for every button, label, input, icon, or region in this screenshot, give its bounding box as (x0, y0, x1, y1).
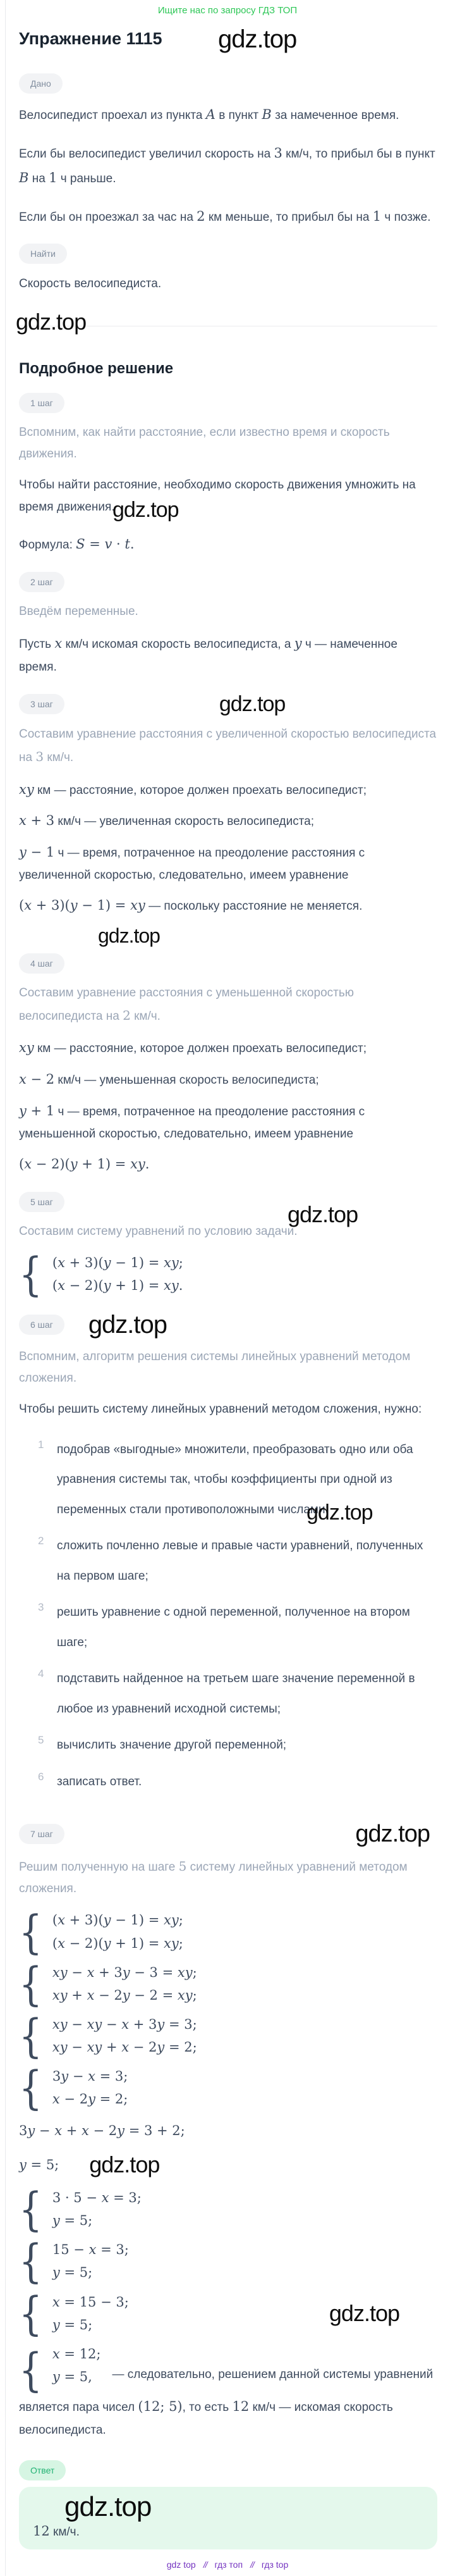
list-item-number: 1 (38, 1438, 44, 1451)
text-seg: в пункт (215, 109, 262, 122)
system-equations (52, 2186, 142, 2232)
system-equations (52, 2013, 197, 2059)
math-seg: (12; 5) (138, 2399, 183, 2415)
equation-system (19, 1957, 437, 2011)
find-badge-row (19, 244, 437, 264)
text-seg: км меньше, то прибыл бы на (205, 210, 373, 224)
step-3-badge: 3 шаг (19, 694, 64, 714)
answer-box (19, 2487, 437, 2549)
math-seg: y + 1 (19, 1103, 55, 1118)
list-item-text: записать ответ. (57, 1774, 142, 1788)
given-badge-row (19, 73, 437, 94)
equation-system (19, 2009, 437, 2063)
footer-separator: // (203, 2560, 207, 2570)
step-2-hint: Введём переменные. (19, 605, 138, 619)
text-seg: Формула: (19, 538, 76, 552)
math-seg: y − 1 (19, 845, 55, 860)
answer-value (33, 2523, 425, 2539)
text-seg: за намеченное время. (271, 109, 399, 122)
system-equation: xy − x + 3y − 3 = xy; (52, 1964, 197, 1980)
system-brace: { (19, 2234, 42, 2288)
step-5-badge: 5 шаг (19, 1192, 64, 1212)
answer-badge: Ответ (19, 2460, 66, 2480)
text-seg: км — расстояние, которое должен проехать велосипедист; (33, 783, 367, 797)
math-line (19, 1068, 437, 1092)
step-7-section (19, 1822, 437, 2441)
step-2-section (19, 572, 437, 678)
text-seg: Решим полученную на шаге (19, 1861, 179, 1874)
math-seg: 1 (49, 170, 58, 185)
equation-system (19, 2234, 437, 2288)
equation-system (19, 1247, 437, 1301)
gdz-watermark: gdz.top (219, 692, 286, 717)
system-brace: { (19, 2009, 42, 2063)
math-seg: y (294, 636, 302, 652)
given-section (19, 73, 437, 228)
gdz-watermark: gdz.top (89, 2152, 160, 2178)
text-seg: км/ч — увеличенная скорость велосипедиста; (54, 815, 315, 829)
watermark-row (19, 926, 437, 946)
text-seg: Составим уравнение расстояния с увеличенной скоростью велосипедиста на (19, 728, 437, 765)
gdz-watermark: gdz.top (288, 1201, 358, 1227)
math-seg: 3 (274, 145, 282, 161)
math-seg: 5 (178, 1859, 187, 1874)
text-seg: км/ч — уменьшенная скорость велосипедиста; (54, 1074, 319, 1087)
algorithm-list (19, 1435, 437, 1797)
equation-system (19, 1905, 437, 1959)
problem-text-2 (19, 141, 437, 190)
step-4-badge-row (19, 953, 437, 974)
list-item-number: 6 (38, 1770, 44, 1783)
list-item-text: подобрав «выгодные» множители, преобразовать одно или оба уравнения системы так, чтобы коэффициенты при одной из переменных стали противоположными числами; (57, 1442, 413, 1516)
math-seg: 3y − x + x − 2y = 3 + 2; (19, 2123, 185, 2139)
step-2-text (19, 631, 437, 678)
numbered-list-item (38, 1664, 437, 1724)
step-1-badge: 1 шаг (19, 393, 64, 413)
system-equation: y = 5; (52, 2265, 93, 2281)
footer-link[interactable]: gdz top (166, 2560, 196, 2570)
system-equations (52, 2238, 129, 2284)
step-1-hint: Вспомним, как найти расстояние, если известно время и скорость движения. (19, 425, 390, 461)
math-seg: x + 3 (19, 813, 55, 829)
step-4-section (19, 953, 437, 1177)
system-equation: (x − 2)(y + 1) = xy. (52, 1277, 183, 1293)
text-seg: ч позже. (381, 210, 431, 224)
list-item-number: 2 (38, 1535, 44, 1547)
math-seg: (x + 3)(y − 1) = xy (19, 898, 145, 913)
system-equations (52, 2291, 129, 2336)
text-seg: на (28, 171, 49, 185)
list-item-text: вычислить значение другой переменной; (57, 1738, 287, 1752)
text-seg: км/ч. (44, 751, 74, 765)
text-seg: Составим уравнение расстояния с уменьшенной скоростью велосипедиста на (19, 986, 354, 1024)
text-seg: , то есть (182, 2401, 233, 2415)
list-item-text: сложить почленно левые и правые части уравнений, полученных на первом шаге; (57, 1539, 423, 1583)
text-seg: является пара чисел (19, 2401, 138, 2415)
system-equations (52, 1251, 183, 1297)
step-3-hint (19, 724, 437, 769)
math-seg: B (262, 107, 272, 122)
math-line (19, 809, 437, 833)
list-item-text: решить уравнение с одной переменной, полученное на втором шаге; (57, 1606, 410, 1649)
numbered-list-item (38, 1767, 437, 1797)
answer-badge-row (19, 2460, 437, 2480)
math-seg: x − 2 (19, 1072, 55, 1087)
gdz-watermark: gdz.top (16, 308, 87, 335)
step-7-badge-row (19, 1822, 437, 1846)
math-line (19, 1036, 437, 1060)
step-5-badge-row (19, 1192, 437, 1212)
step-1-section (19, 393, 437, 557)
top-bar (0, 0, 455, 16)
gdz-watermark: gdz.top (98, 924, 160, 947)
gdz-watermark: gdz.top (329, 2300, 399, 2326)
text-seg: ч — время, потраченное на преодоление расстояния с уменьшенной скоростью, следовательно, имеем уравнение (19, 1105, 365, 1141)
system-equations (52, 1961, 197, 2007)
system-equation: xy − xy − x + 3y = 3; (52, 2016, 197, 2032)
exercise-title: Упражнение 1115 (19, 29, 162, 48)
equation-system (19, 2286, 437, 2341)
step-4-badge: 4 шаг (19, 953, 64, 974)
list-item-number: 5 (38, 1734, 44, 1747)
system-equation: (x − 2)(y + 1) = xy; (52, 1935, 183, 1951)
step-7-badge: 7 шаг (19, 1824, 64, 1844)
text-seg: км/ч, то прибыл бы в пункт (282, 147, 435, 161)
math-line (19, 894, 437, 918)
find-text: Скорость велосипедиста. (19, 277, 162, 291)
list-item-number: 4 (38, 1668, 44, 1680)
find-badge: Найти (19, 244, 67, 264)
system-brace: { (19, 2182, 42, 2236)
step-6-text: Чтобы решить систему линейных уравнений методом сложения, нужно: (19, 1403, 422, 1416)
header (19, 25, 437, 58)
text-seg: км/ч. (130, 1010, 161, 1024)
equation-system-with-note (19, 2343, 437, 2397)
math-seg: (x − 2)(y + 1) = xy. (19, 1156, 150, 1172)
text-seg: Если бы он проезжал за час на (19, 210, 197, 224)
text-seg: Велосипедист проехал из пункта (19, 109, 206, 122)
step-3-section (19, 693, 437, 946)
gdz-watermark: gdz.top (112, 497, 179, 522)
gdz-watermark: gdz.top (64, 2491, 152, 2523)
system-equation: (x + 3)(y − 1) = xy; (52, 1912, 183, 1928)
text-seg: ч — время, потраченное на преодоление расстояния с увеличенной скоростью, следовательно, имеем уравнение (19, 846, 365, 882)
footer (0, 2549, 455, 2576)
gdz-watermark: gdz.top (355, 1821, 430, 1848)
gdz-watermark: gdz.top (306, 1501, 373, 1525)
text-seg: ч раньше. (57, 171, 116, 185)
step-7-conclusion (19, 2394, 437, 2441)
math-seg: xy (19, 781, 34, 797)
math-seg: 2 (197, 208, 205, 224)
math-line (19, 778, 437, 802)
step-2-badge-row (19, 572, 437, 592)
math-seg: 2 (123, 1008, 131, 1024)
system-equation: 3 · 5 − x = 3; (52, 2190, 142, 2206)
step-5-hint: Составим систему уравнений по условию задачи. (19, 1224, 298, 1238)
text-seg: Если бы велосипедист увеличил скорость на (19, 147, 274, 161)
equation-system (19, 2060, 437, 2115)
system-equation: x = 12; (52, 2346, 101, 2362)
text-seg: км/ч — искомая скорость велосипедиста. (19, 2401, 393, 2437)
text-seg: Пусть (19, 638, 55, 652)
step-1-text: Чтобы найти расстояние, необходимо скорость движения умножить на время движения. (19, 478, 416, 514)
system-equations (52, 2343, 101, 2388)
math-seg: S = v · t. (76, 536, 135, 552)
math-line (19, 841, 437, 886)
text-seg: — поскольку расстояние не меняется. (145, 900, 363, 913)
given-badge: Дано (19, 73, 63, 94)
gdz-watermark: gdz.top (218, 25, 297, 53)
system-equation: (x + 3)(y − 1) = xy; (52, 1254, 183, 1270)
step-6-badge-row (19, 1312, 437, 1337)
find-section (19, 244, 437, 295)
equation-system (19, 2182, 437, 2236)
step-3-badge-row (19, 693, 437, 715)
solution-heading: Подробное решение (19, 359, 174, 377)
math-seg: 3 (35, 749, 44, 765)
system-note: — следовательно, решением данной системы уравнений (112, 2367, 434, 2381)
numbered-list-item (38, 1597, 437, 1657)
system-equation: xy − xy + x − 2y = 2; (52, 2040, 197, 2055)
math-line-with-watermark (19, 2153, 437, 2176)
text-seg: систему линейных уравнений методом сложения. (19, 1861, 408, 1896)
system-equations (52, 2065, 128, 2110)
step-4-hint (19, 982, 437, 1027)
numbered-list-item (38, 1531, 437, 1591)
problem-text-3 (19, 204, 437, 229)
content (0, 16, 455, 2549)
system-brace: { (19, 1247, 42, 1301)
footer-link[interactable]: гдз top (261, 2560, 289, 2570)
problem-text-1 (19, 102, 437, 127)
system-equation: y = 5; (52, 2213, 93, 2229)
math-seg: A (205, 107, 215, 122)
math-seg: B (19, 170, 29, 185)
math-seg: 1 (372, 208, 382, 224)
step-7-hint (19, 1855, 437, 1900)
numbered-list-item (38, 1435, 437, 1525)
system-equation: y = 5, (52, 2369, 92, 2384)
footer-link[interactable]: гдз топ (214, 2560, 243, 2570)
step-1-badge-row (19, 393, 437, 413)
math-line (19, 1153, 437, 1177)
system-equation: 3y − x = 3; (52, 2069, 128, 2084)
step-2-badge: 2 шаг (19, 572, 64, 592)
system-brace: { (19, 2060, 42, 2115)
list-item-number: 3 (38, 1601, 44, 1614)
system-equation: x − 2y = 2; (52, 2091, 128, 2107)
system-brace: { (19, 1905, 42, 1959)
math-line (19, 1099, 437, 1145)
step-6-hint: Вспомним, алгоритм решения системы линейных уравнений методом сложения. (19, 1350, 411, 1385)
answer-section (19, 2460, 437, 2549)
text-seg: км/ч. (49, 2525, 80, 2539)
text-seg: км/ч искомая скорость велосипедиста, а (62, 638, 294, 652)
step-6-badge: 6 шаг (19, 1315, 64, 1335)
system-equations (52, 1909, 183, 1954)
list-item-text: подставить найденное на третьем шаге значение переменной в любое из уравнений исходной системы; (57, 1672, 415, 1716)
system-brace: { (19, 1957, 42, 2011)
text-seg: ч — намеченное время. (19, 638, 397, 674)
step-6-section (19, 1312, 437, 1797)
step-1-formula (19, 532, 437, 557)
system-equation: xy + x − 2y − 2 = xy; (52, 1987, 197, 2003)
math-seg: 12 (33, 2523, 50, 2539)
page-left-border (5, 0, 6, 2576)
math-seg: xy (19, 1040, 34, 1056)
math-seg: 12 (232, 2399, 250, 2415)
math-seg: y = 5; (19, 2157, 59, 2173)
system-equation: 15 − x = 3; (52, 2242, 129, 2258)
text-seg: км — расстояние, которое должен проехать велосипедист; (33, 1042, 367, 1056)
footer-separator: // (250, 2560, 254, 2570)
gdz-watermark: gdz.top (88, 1311, 167, 1339)
numbered-list-item (38, 1730, 437, 1761)
math-line (19, 2119, 437, 2143)
system-equation: y = 5; (52, 2317, 93, 2332)
system-brace: { (19, 2343, 42, 2397)
divider-block (16, 308, 437, 344)
system-equation: x = 15 − 3; (52, 2294, 129, 2310)
step-5-section (19, 1192, 437, 1301)
top-notice: Ищите нас по запросу ГДЗ ТОП (157, 5, 298, 16)
system-brace: { (19, 2286, 42, 2341)
math-seg: x (54, 636, 63, 652)
